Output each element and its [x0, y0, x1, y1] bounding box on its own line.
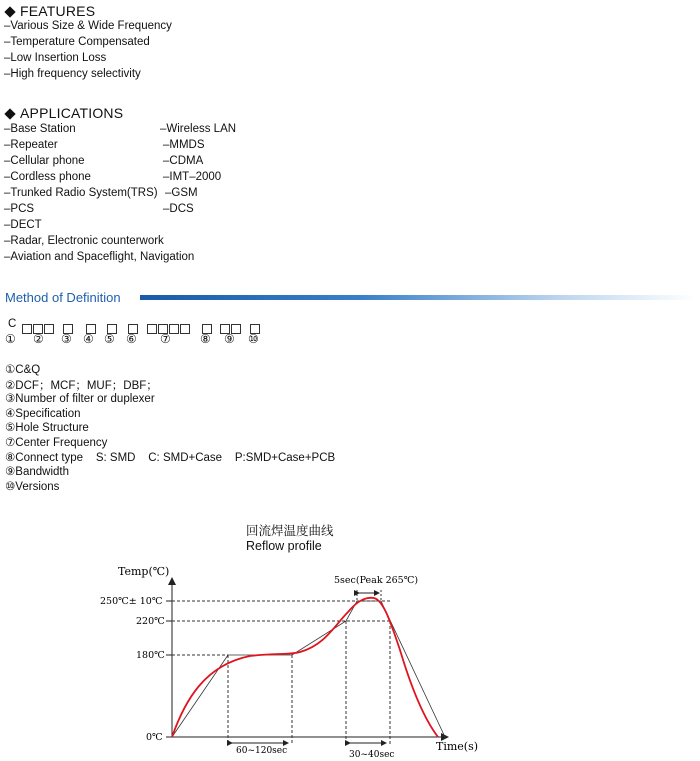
application-item: –DECT	[4, 219, 42, 231]
code-marker: ④	[83, 332, 94, 346]
application-item: –IMT–2000	[163, 171, 222, 183]
code-marker: ②	[33, 332, 44, 346]
code-marker: ⑦	[160, 332, 171, 346]
code-marker: ⑨	[224, 332, 235, 346]
definition-item: ①C&Q	[5, 364, 41, 376]
feature-item: –Various Size & Wide Frequency	[4, 20, 172, 32]
definition-item: ⑩Versions	[5, 480, 60, 493]
reflow-title-en: Reflow profile	[246, 539, 322, 553]
application-item: –DCS	[163, 203, 194, 215]
code-marker: ⑩	[248, 332, 259, 346]
y-tick-label: 250℃± 10℃	[100, 596, 163, 607]
code-marker: ③	[61, 332, 72, 346]
method-heading: Method of Definition	[5, 290, 121, 305]
x-axis-label: Time(s)	[436, 740, 479, 753]
code-prefix: C	[8, 318, 17, 330]
feature-item: –High frequency selectivity	[4, 68, 141, 80]
application-item: –Repeater	[4, 139, 58, 151]
features-heading: FEATURES	[4, 3, 95, 19]
y-tick-label: 220℃	[136, 616, 165, 627]
application-item: –Cellular phone	[4, 155, 85, 167]
application-item: –Cordless phone	[4, 171, 91, 183]
application-item: –CDMA	[163, 155, 204, 167]
definition-item: ⑧Connect type S: SMD C: SMD+Case P:SMD+Case+PCB	[5, 451, 336, 464]
definition-item: ⑦Center Frequency	[5, 436, 108, 449]
code-marker: ⑤	[104, 332, 115, 346]
reflow-title-zh: 回流焊温度曲线	[246, 523, 334, 538]
application-item: –Radar, Electronic counterwork	[4, 235, 164, 247]
code-marker: ⑥	[126, 332, 137, 346]
peak-label: 5sec(Peak 265℃)	[334, 575, 419, 586]
application-item: –Wireless LAN	[160, 123, 237, 135]
y-tick-label: 180℃	[136, 650, 165, 661]
code-marker: ①	[5, 332, 16, 346]
interval-label: 60~120sec	[236, 746, 288, 756]
application-item: –Trunked Radio System(TRS)	[4, 187, 158, 199]
feature-item: –Temperature Compensated	[4, 36, 150, 48]
application-item: –PCS	[4, 203, 35, 215]
application-item: –Aviation and Spaceflight, Navigation	[4, 251, 195, 263]
code-marker: ⑧	[200, 332, 211, 346]
definition-item: ②DCF；MCF；MUF；DBF；	[5, 379, 158, 392]
application-item: –GSM	[165, 187, 198, 199]
definition-item: ⑤Hole Structure	[5, 422, 89, 435]
application-item: –Base Station	[4, 123, 76, 135]
applications-heading: APPLICATIONS	[4, 105, 123, 121]
y-tick-label: 0℃	[146, 732, 163, 743]
interval-label: 30~40sec	[349, 750, 395, 760]
definition-item: ③Number of filter or duplexer	[5, 393, 155, 406]
reflow-curve	[172, 598, 438, 737]
definition-item: ⑨Bandwidth	[5, 466, 70, 479]
y-axis-label: Temp(℃)	[118, 565, 170, 578]
definition-item: ④Specification	[5, 407, 81, 420]
application-item: –MMDS	[163, 139, 205, 151]
feature-item: –Low Insertion Loss	[4, 52, 107, 64]
